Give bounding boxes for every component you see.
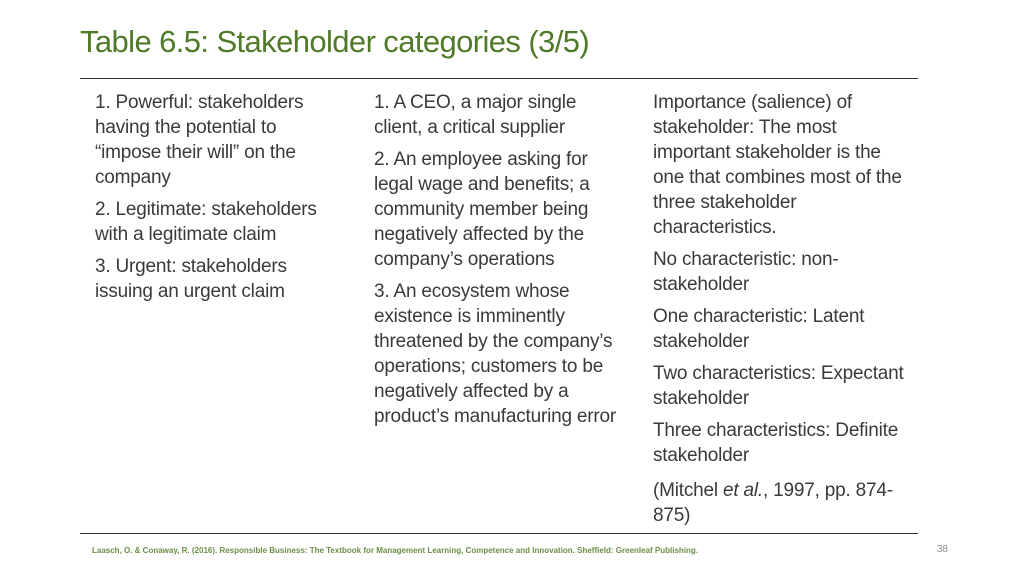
table-cell: Three characteristics: Definite stakeholder: [653, 420, 899, 466]
table-top-rule: [80, 78, 918, 79]
table-column-salience: [653, 90, 915, 535]
table-cell: 1. Powerful: stakeholders having the potential to “impose their will” on the company: [95, 92, 304, 188]
reference-text: , 1997, pp. 874-875): [653, 480, 893, 526]
table-cell: One characteristic: Latent stakeholder: [653, 306, 865, 352]
table-cell: 2. An employee asking for legal wage and benefits; a community member being negatively affected by the company’s operations: [374, 149, 590, 270]
slide-title: Table 6.5: Stakeholder categories (3/5): [80, 24, 590, 59]
reference-et-al: et al.: [723, 480, 763, 501]
table-cell: Two characteristics: Expectant stakeholder: [653, 363, 904, 409]
footer-citation: Laasch, O. & Conaway, R. (2016). Responsible Business: The Textbook for Management Learning, Competence and Innovation. Sheffield: Greenleaf Publishing.: [92, 546, 699, 555]
reference-citation: [653, 478, 915, 528]
table-bottom-rule: [80, 533, 918, 534]
table-cell: 3. Urgent: stakeholders issuing an urgent claim: [95, 256, 287, 302]
table-cell: 2. Legitimate: stakeholders with a legitimate claim: [95, 199, 317, 245]
page-number: 38: [936, 544, 948, 555]
table-cell: 1. A CEO, a major single client, a critical supplier: [374, 92, 577, 138]
table-cell: Importance (salience) of stakeholder: The most important stakeholder is the one that combines most of the three stakeholder characteristics.: [653, 92, 902, 238]
table-cell: No characteristic: non-stakeholder: [653, 249, 839, 295]
reference-text: (Mitchel: [653, 480, 723, 501]
table-cell: 3. An ecosystem whose existence is imminently threatened by the company’s operations; customers to be negatively affected by a product’s manufacturing error: [374, 281, 617, 427]
table-column-examples: [374, 90, 624, 436]
table-column-categories: [95, 90, 345, 311]
